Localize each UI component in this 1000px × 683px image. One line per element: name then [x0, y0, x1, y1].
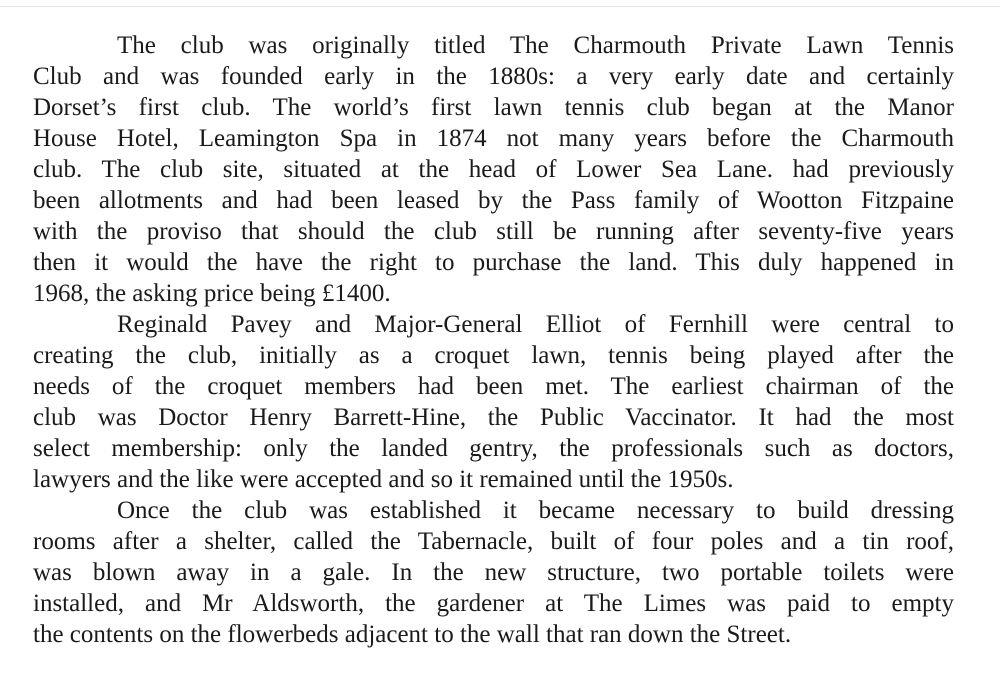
text-line: with the proviso that should the club still be running after seventy-five years: [33, 218, 954, 245]
text-line: Reginald Pavey and Major-General Elliot of Fernhill were central to: [117, 311, 954, 338]
text-line: creating the club, initially as a croquet lawn, tennis being played after the: [33, 342, 954, 369]
text-line: House Hotel, Leamington Spa in 1874 not many years before the Charmouth: [33, 125, 954, 152]
text-line: club was Doctor Henry Barrett-Hine, the Public Vaccinator. It had the most: [33, 404, 954, 431]
text-line: Club and was founded early in the 1880s: a very early date and certainly: [33, 63, 954, 90]
text-line: was blown away in a gale. In the new structure, two portable toilets were: [33, 559, 954, 586]
text-line: been allotments and had been leased by the Pass family of Wootton Fitzpaine: [33, 187, 954, 214]
document-body: [33, 30, 954, 650]
text-line: 1968, the asking price being £1400.: [33, 280, 391, 307]
text-line: Dorset’s first club. The world’s first lawn tennis club began at the Manor: [33, 94, 954, 121]
text-line: the contents on the flowerbeds adjacent to the wall that ran down the Street.: [33, 621, 792, 648]
text-line: rooms after a shelter, called the Tabernacle, built of four poles and a tin roof,: [33, 528, 954, 555]
paragraph-2: [33, 309, 954, 495]
text-line: The club was originally titled The Charmouth Private Lawn Tennis: [117, 32, 954, 59]
text-line: needs of the croquet members had been met. The earliest chairman of the: [33, 373, 954, 400]
paragraph-3: [33, 495, 954, 650]
text-line: then it would the have the right to purchase the land. This duly happened in: [33, 249, 954, 276]
text-line: club. The club site, situated at the head of Lower Sea Lane. had previously: [33, 156, 954, 183]
text-line: installed, and Mr Aldsworth, the gardener at The Limes was paid to empty: [33, 590, 954, 617]
text-line: Once the club was established it became necessary to build dressing: [117, 497, 954, 524]
text-line: lawyers and the like were accepted and so it remained until the 1950s.: [33, 466, 734, 493]
text-line: select membership: only the landed gentry, the professionals such as doctors,: [33, 435, 954, 462]
top-divider: [0, 6, 1000, 7]
paragraph-1: [33, 30, 954, 309]
